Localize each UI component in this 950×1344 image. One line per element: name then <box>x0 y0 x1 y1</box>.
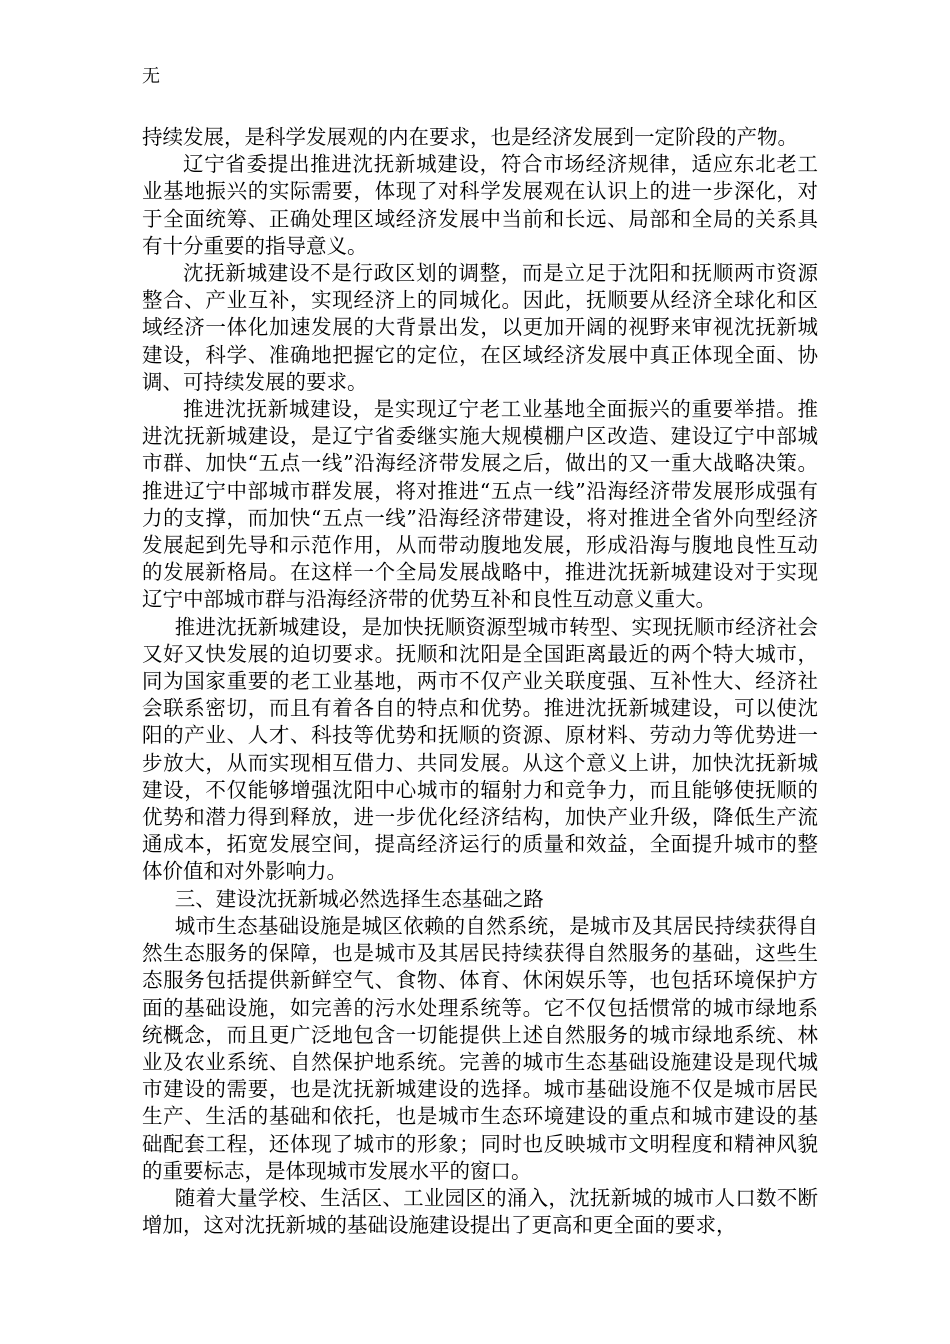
paragraph: 沈抚新城建设不是行政区划的调整，而是立足于沈阳和抚顺两市资源整合、产业互补，实现经济上的同城化。因此，抚顺要从经济全球化和区域经济一体化加速发展的大背景出发，以更加开阔的视野来审视沈抚新城建设，科学、准确地把握它的定位，在区域经济发展中真正体现全面、协调、可持续发展的要求。 <box>142 261 818 394</box>
document-body <box>142 124 818 1239</box>
paragraph: 辽宁省委提出推进沈抚新城建设，符合市场经济规律，适应东北老工业基地振兴的实际需要，体现了对科学发展观在认识上的进一步深化，对于全面统筹、正确处理区域经济发展中当前和长远、局部和全局的关系具有十分重要的指导意义。 <box>142 152 818 258</box>
paragraph-continuation: 持续发展，是科学发展观的内在要求，也是经济发展到一定阶段的产物。 <box>142 125 798 149</box>
page-header: 无 <box>142 66 160 87</box>
paragraph: 城市生态基础设施是城区依赖的自然系统，是城市及其居民持续获得自然生态服务的保障，也是城市及其居民持续获得自然服务的基础，这些生态服务包括提供新鲜空气、食物、体育、休闲娱乐等，也包括环境保护方面的基础设施，如完善的污水处理系统等。它不仅包括惯常的城市绿地系统概念，而且更广泛地包含一切能提供上述自然服务的城市绿地系统、林业及农业系统、自然保护地系统。完善的城市生态基础设施建设是现代城市建设的需要，也是沈抚新城建设的选择。城市基础设施不仅是城市居民生产、生活的基础和依托，也是城市生态环境建设的重点和城市建设的基础配套工程，还体现了城市的形象；同时也反映城市文明程度和精神风貌的重要标志，是体现城市发展水平的窗口。 <box>142 913 818 1183</box>
paragraph: 推进沈抚新城建设，是实现辽宁老工业基地全面振兴的重要举措。推进沈抚新城建设，是辽宁省委继实施大规模棚户区改造、建设辽宁中部城市群、加快“五点一线”沿海经济带发展之后，做出的又一重大战略决策。推进辽宁中部城市群发展，将对推进“五点一线”沿海经济带发展形成强有力的支撑，而加快“五点一线”沿海经济带建设，将对推进全省外向型经济发展起到先导和示范作用，从而带动腹地发展，形成沿海与腹地良性互动的发展新格局。在这样一个全局发展战略中，推进沈抚新城建设对于实现辽宁中部城市群与沿海经济带的优势互补和良性互动意义重大。 <box>142 397 818 612</box>
section-heading: 三、建设沈抚新城必然选择生态基础之路 <box>174 886 544 911</box>
paragraph: 随着大量学校、生活区、工业园区的涌入，沈抚新城的城市人口数不断增加，这对沈抚新城的基础设施建设提出了更高和更全面的要求， <box>142 1185 818 1238</box>
paragraph: 推进沈抚新城建设，是加快抚顺资源型城市转型、实现抚顺市经济社会又好又快发展的迫切要求。抚顺和沈阳是全国距离最近的两个特大城市，同为国家重要的老工业基地，两市不仅产业关联度强、互补性大、经济社会联系密切，而且有着各自的特点和优势。推进沈抚新城建设，可以使沈阳的产业、人才、科技等优势和抚顺的资源、原材料、劳动力等优势进一步放大，从而实现相互借力、共同发展。从这个意义上讲，加快沈抚新城建设，不仅能够增强沈阳中心城市的辐射力和竞争力，而且能够使抚顺的优势和潜力得到释放，进一步优化经济结构，加快产业升级，降低生产流通成本，拓宽发展空间，提高经济运行的质量和效益，全面提升城市的整体价值和对外影响力。 <box>142 614 818 884</box>
